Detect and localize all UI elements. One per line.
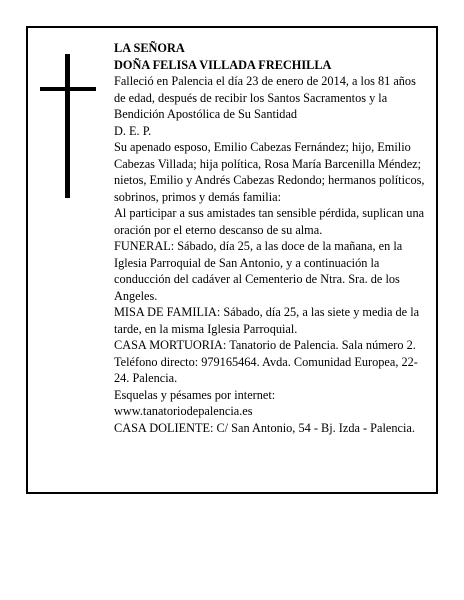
heading-title: LA SEÑORA — [114, 41, 185, 55]
obituary-text — [114, 40, 429, 436]
funeral-home-info: CASA MORTUORIA: Tanatorio de Palencia. Sala número 2. Teléfono directo: 979165464. Avda. Comunidad Europea, 22-24. Palencia. — [114, 338, 418, 385]
funeral-home-website: www.tanatoriodepalencia.es — [114, 404, 253, 418]
family-mass-info: MISA DE FAMILIA: Sábado, día 25, a las siete y media de la tarde, en la misma Iglesia Parroquial. — [114, 305, 420, 336]
death-details: Falleció en Palencia el día 23 de enero de 2014, a los 81 años de edad, después de recibir los Santos Sacramentos y la Bendición Apostólica de Su Santidad — [114, 74, 416, 121]
deceased-name: DOÑA FELISA VILLADA FRECHILLA — [114, 57, 332, 72]
internet-condolences-label: Esquelas y pésames por internet: — [114, 387, 276, 402]
family-list: Su apenado esposo, Emilio Cabezas Fernández; hijo, Emilio Cabezas Villada; hija política, Rosa María Barcenilla Méndez; nietos, Emilio y Andrés Cabezas Redondo; hermanos políticos, sobrinos, primos y demás familia: — [114, 140, 425, 204]
prayer-request: Al participar a sus amistades tan sensible pérdida, suplican una oración por el eterno descanso de su alma. — [114, 206, 425, 237]
grieving-home-address: CASA DOLIENTE: C/ San Antonio, 54 - Bj. Izda - Palencia. — [114, 420, 415, 435]
cross-icon — [40, 54, 96, 198]
cross-horizontal-bar — [40, 87, 96, 91]
funeral-info: FUNERAL: Sábado, día 25, a las doce de la mañana, en la Iglesia Parroquial de San Antonio, y a continuación la conducción del cadáver al Cementerio de Ntra. Sra. de los Angeles. — [114, 239, 403, 303]
cross-vertical-bar — [65, 54, 70, 198]
rip-line: D. E. P. — [114, 123, 152, 138]
